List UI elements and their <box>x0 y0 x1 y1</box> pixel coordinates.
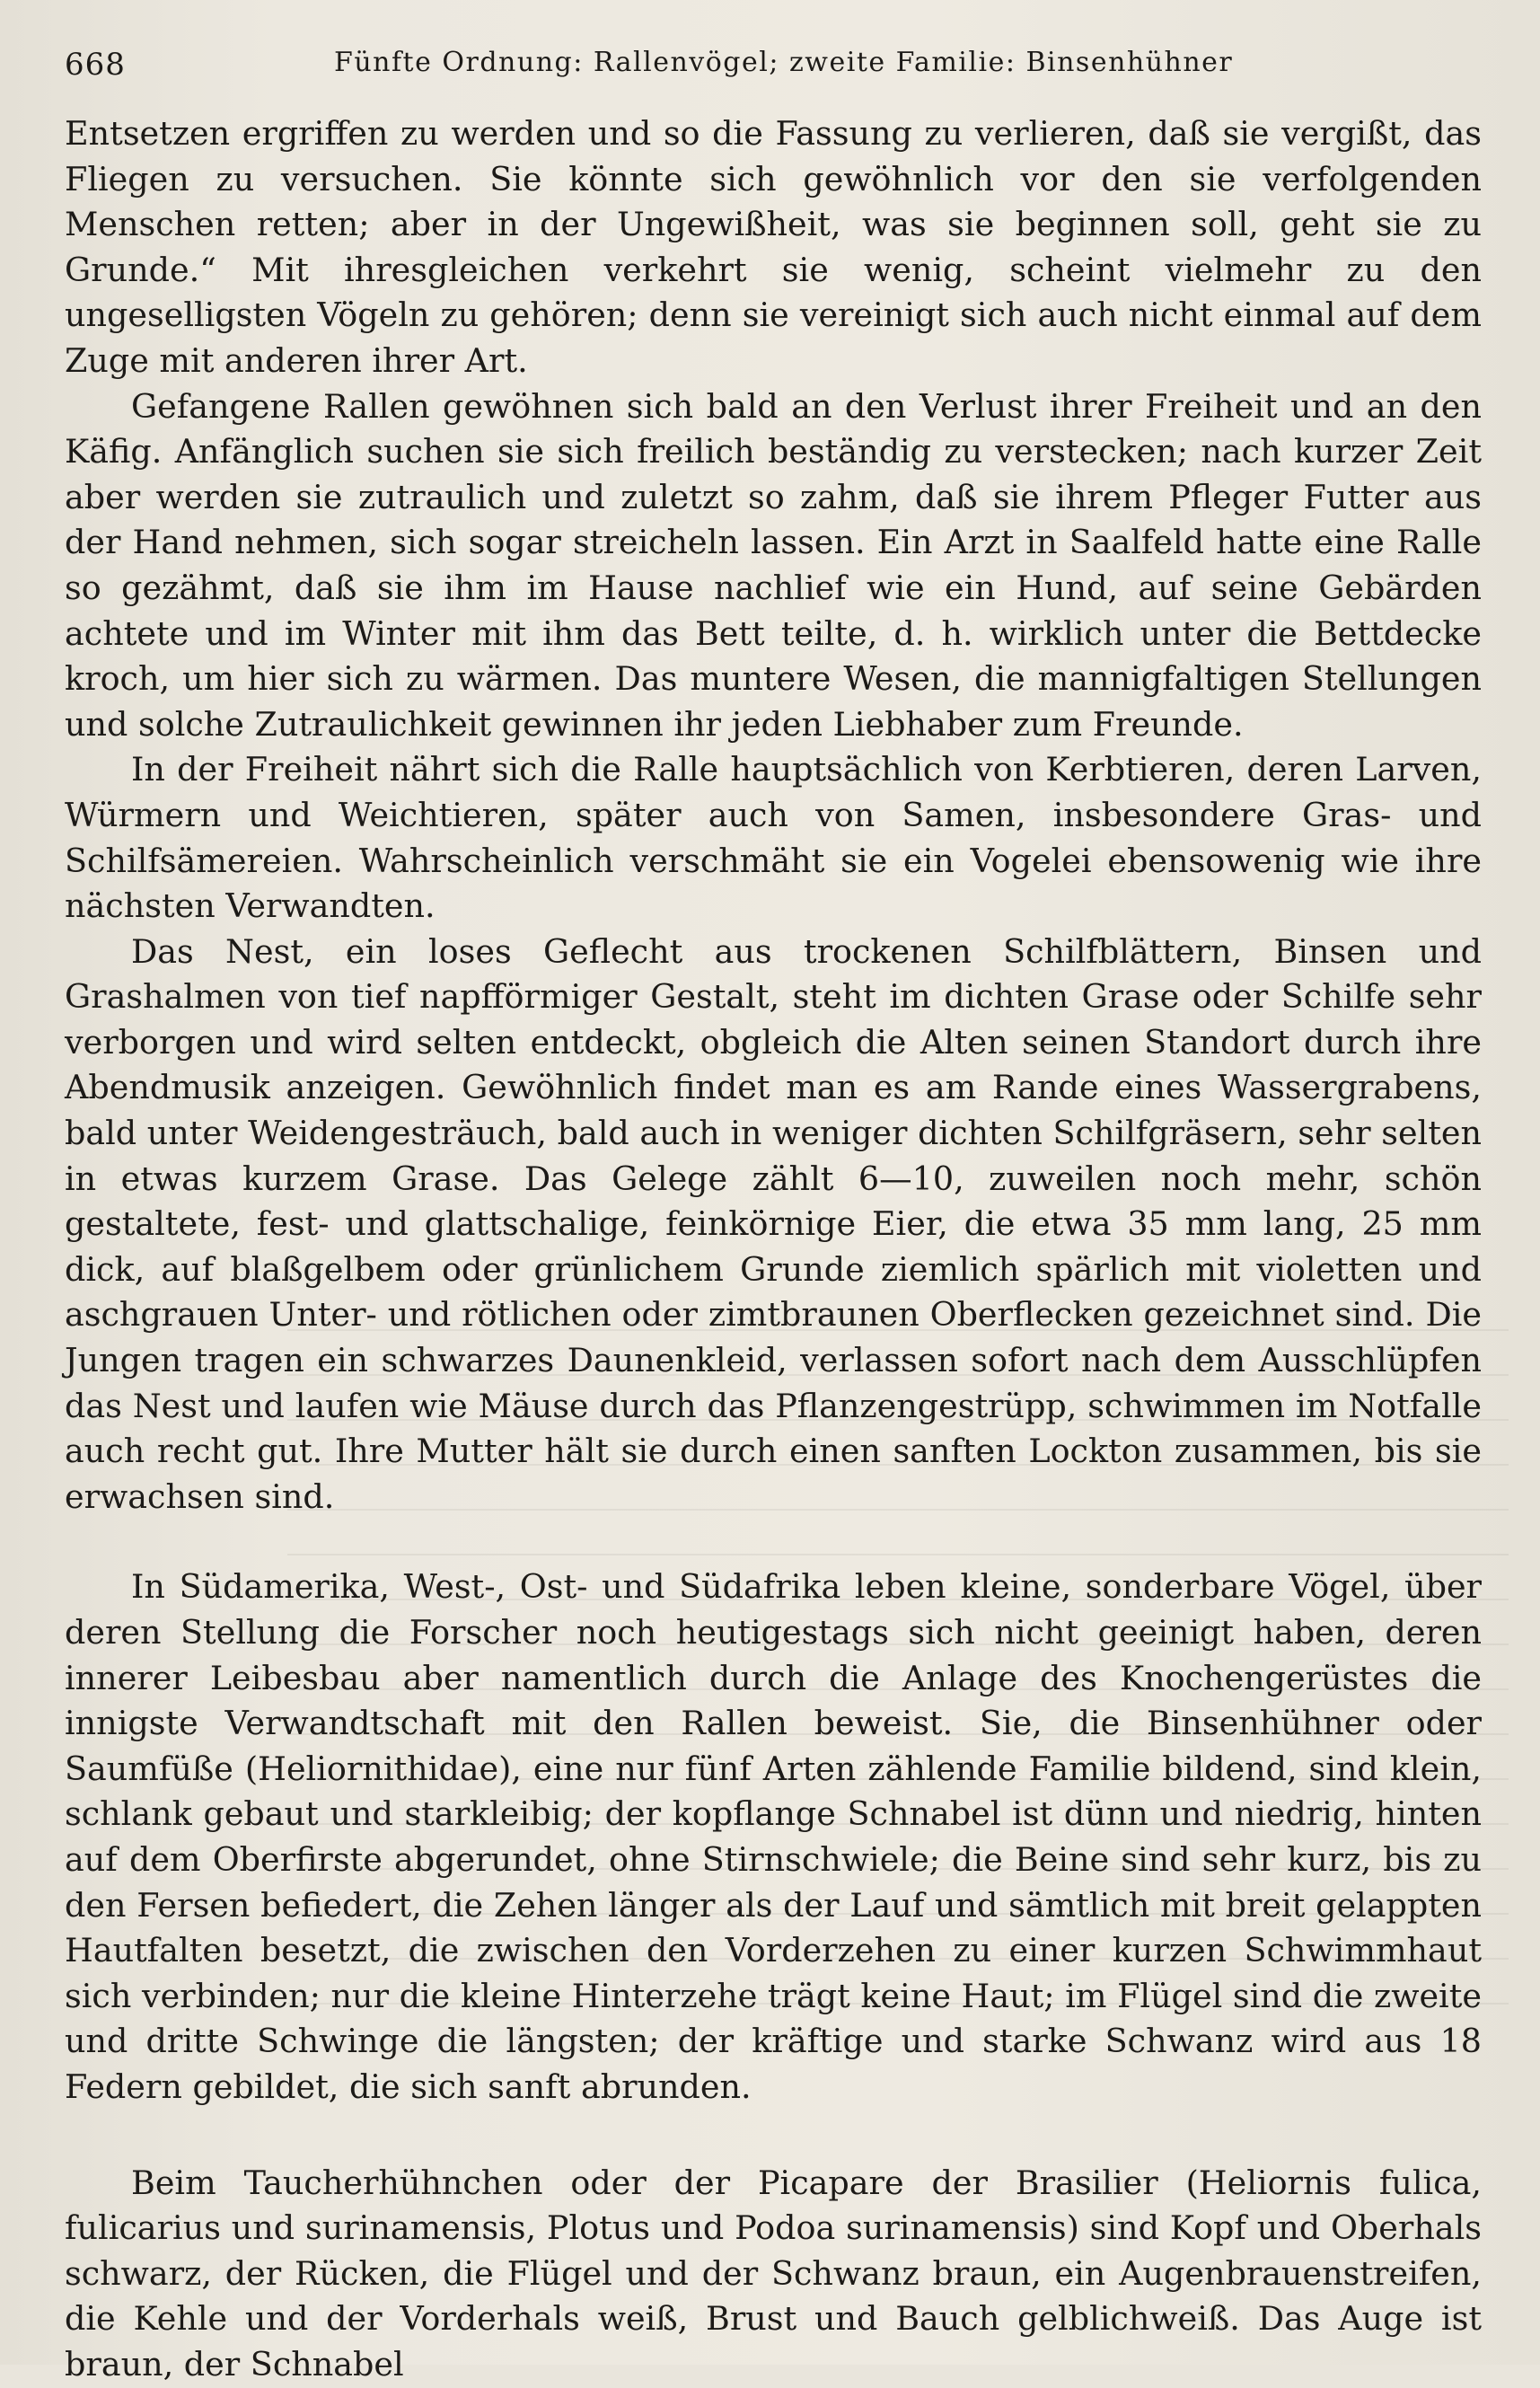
paragraph-diet: In der Freiheit nährt sich die Ralle hauptsächlich von Kerbtieren, deren Larven, Würmern und Weichtieren, später auch von Samen, insbesondere Gras- und Schilfsämereien. Wahrscheinlich verschmäht sie ein Vogelei ebensowenig wie ihre nächsten Verwandten. <box>65 750 1482 926</box>
page-number: 668 <box>65 47 126 83</box>
section-gap <box>65 1520 1482 1564</box>
section-gap <box>65 2110 1482 2161</box>
paragraph-captivity: Gefangene Rallen gewöhnen sich bald an den Verlust ihrer Freiheit und an den Käfig. Anfänglich suchen sie sich freilich beständig zu verstecken; nach kurzer Zeit aber werden sie zutraulich und zuletzt so zahm, daß sie ihrem Pfleger Futter aus der Hand nehmen, sich sogar streicheln lassen. Ein Arzt in Saalfeld hatte eine Ralle so gezähmt, daß sie ihm im Hause nachlief wie ein Hund, auf seine Gebärden achtete und im Winter mit ihm das Bett teilte, d. h. wirklich unter die Bettdecke kroch, um hier sich zu wärmen. Das muntere Wesen, die mannigfaltigen Stellungen und solche Zutraulichkeit gewinnen ihr jeden Liebhaber zum Freunde. <box>65 386 1482 744</box>
running-head <box>65 40 1486 86</box>
paragraph-nest: Das Nest, ein loses Geflecht aus trockenen Schilfblättern, Binsen und Grashalmen von tief napfförmiger Gestalt, steht im dichten Grase oder Schilfe sehr verborgen und wird selten entdeckt, obgleich die Alten seinen Standort durch ihre Abendmusik anzeigen. Gewöhnlich findet man es am Rande eines Wassergrabens, bald unter Weidengesträuch, bald auch in weniger dichten Schilfgräsern, sehr selten in etwas kurzem Grase. Das Gelege zählt 6—10, zuweilen noch mehr, schön gestaltete, fest- und glattschalige, feinkörnige Eier, die etwa 35 mm lang, 25 mm dick, auf blaßgelbem oder grünlichem Grunde ziemlich spärlich mit violetten und aschgrauen Unter- und rötlichen oder zimtbraunen Oberflecken gezeichnet sind. Die Jungen tragen ein schwarzes Daunenkleid, verlassen sofort nach dem Ausschlüpfen das Nest und laufen wie Mäuse durch das Pflanzengestrüpp, schwimmen im Notfalle auch recht gut. Ihre Mutter hält sie durch einen sanften Lockton zusammen, bis sie erwachsen sind. <box>65 931 1482 1516</box>
running-title: Fünfte Ordnung: Rallenvögel; zweite Familie: Binsenhühner <box>334 47 1234 78</box>
paragraph-continuation: Entsetzen ergriffen zu werden und so die Fassung zu verlieren, daß sie vergißt, das Fliegen zu versuchen. Sie könnte sich gewöhnlich vor den sie verfolgenden Menschen retten; aber in der Ungewißheit, was sie beginnen soll, geht sie zu Grunde.“ Mit ihresgleichen verkehrt sie wenig, scheint vielmehr zu den ungeselligsten Vögeln zu gehören; denn sie vereinigt sich auch nicht einmal auf dem Zuge mit anderen ihrer Art. <box>65 114 1482 380</box>
paragraph-family-heliornithidae: In Südamerika, West-, Ost- und Südafrika leben kleine, sonderbare Vögel, über deren Stellung die Forscher noch heutigestags sich nicht geeinigt haben, deren innerer Leibesbau aber namentlich durch die Anlage des Knochengerüstes die innigste Verwandtschaft mit den Rallen beweist. Sie, die Binsenhühner oder Saumfüße (Heliornithidae), eine nur fünf Arten zählende Familie bildend, sind klein, schlank gebaut und starkleibig; der kopflange Schnabel ist dünn und niedrig, hinten auf dem Oberfirste abgerundet, ohne Stirnschwiele; die Beine sind sehr kurz, bis zu den Fersen befiedert, die Zehen länger als der Lauf und sämtlich mit breit gelappten Hautfalten besetzt, die zwischen den Vorderzehen zu einer kurzen Schwimmhaut sich verbinden; nur die kleine Hinterzehe trägt keine Haut; im Flügel sind die zweite und dritte Schwinge die längsten; der kräftige und starke Schwanz wird aus 18 Federn gebildet, die sich sanft abrunden. <box>65 1567 1482 2106</box>
body-text <box>65 111 1482 2388</box>
paragraph-taucherhuehnchen: Beim Taucherhühnchen oder der Picapare der Brasilier (Heliornis fulica, fulicarius und surinamensis, Plotus und Podoa surinamensis) sind Kopf und Oberhals schwarz, der Rücken, die Flügel und der Schwanz braun, ein Augenbrauenstreifen, die Kehle und der Vorderhals weiß, Brust und Bauch gelblichweiß. Das Auge ist braun, der Schnabel <box>65 2163 1482 2384</box>
